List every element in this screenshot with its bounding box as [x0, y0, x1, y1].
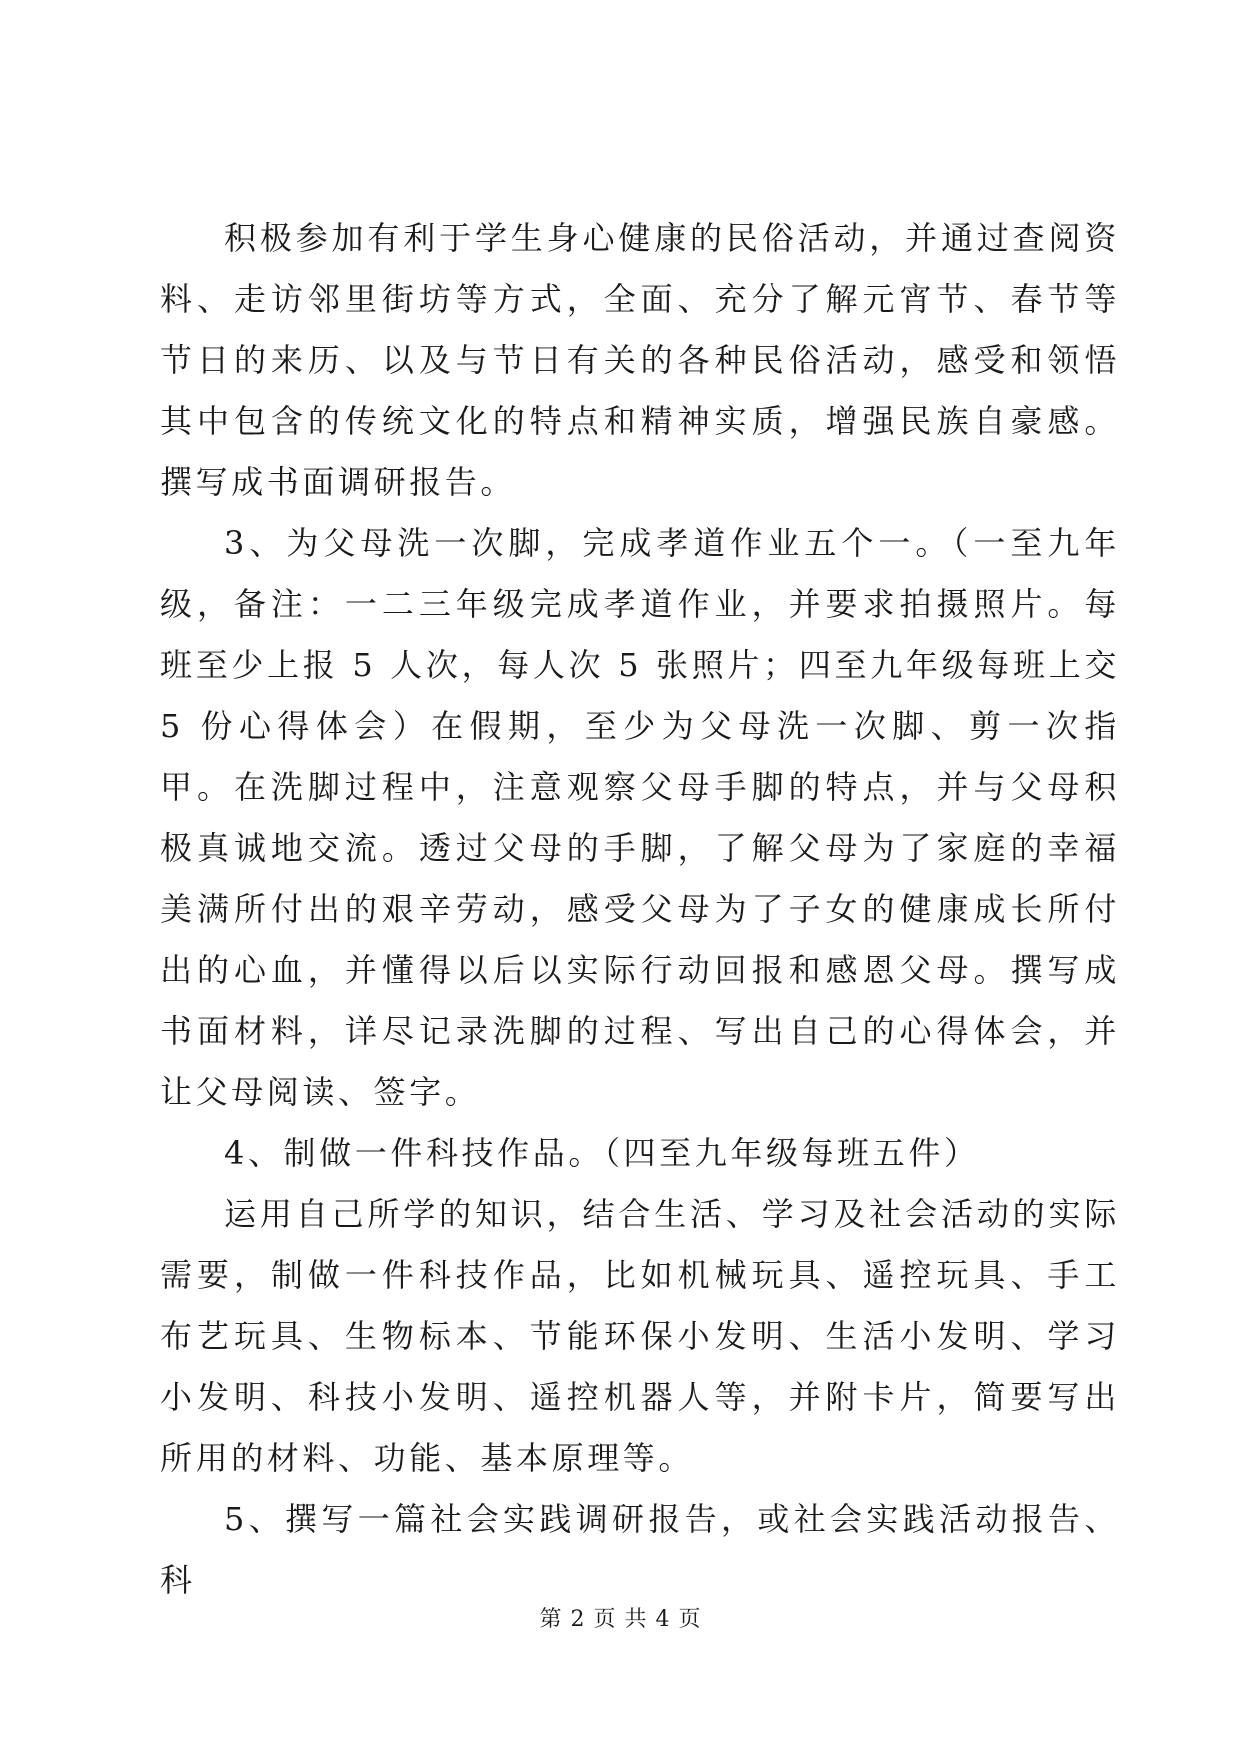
page-number-label: 第 2 页 共 4 页 — [539, 1607, 702, 1632]
paragraph-folk-activities: 积极参加有利于学生身心健康的民俗活动，并通过查阅资料、走访邻里街坊等方式，全面、充分了解元宵节、春节等节日的来历、以及与节日有关的各种民俗活动，感受和领悟其中包含的传统文化的特点和精神实质，增强民族自豪感。撰写成书面调研报告。 — [160, 219, 1120, 501]
document-body — [160, 208, 1120, 1611]
paragraph-wash-parents-feet: 3、为父母洗一次脚，完成孝道作业五个一。（一至九年级，备注：一二三年级完成孝道作业，并要求拍摄照片。每班至少上报 5 人次，每人次 5 张照片；四至九年级每班上交 5 份心得体会）在假期，至少为父母洗一次脚、剪一次指甲。在洗脚过程中，注意观察父母手脚的特点，并与父母积极真诚地交流。透过父母的手脚，了解父母为了家庭的幸福美满所付出的艰辛劳动，感受父母为了子女的健康成长所付出的心血，并懂得以后以实际行动回报和感恩父母。撰写成书面材料，详尽记录洗脚的过程、写出自己的心得体会，并让父母阅读、签字。 — [160, 524, 1120, 1111]
paragraph-tech-work-details: 运用自己所学的知识，结合生活、学习及社会活动的实际需要，制做一件科技作品，比如机械玩具、遥控玩具、手工布艺玩具、生物标本、节能环保小发明、生活小发明、学习小发明、科技小发明、遥控机器人等，并附卡片，简要写出所用的材料、功能、基本原理等。 — [160, 1195, 1120, 1477]
paragraph-research-report: 5、撰写一篇社会实践调研报告，或社会实践活动报告、科 — [160, 1500, 1120, 1599]
paragraph-tech-work-heading: 4、制做一件科技作品。（四至九年级每班五件） — [224, 1134, 980, 1172]
page-footer — [0, 1602, 1241, 1633]
